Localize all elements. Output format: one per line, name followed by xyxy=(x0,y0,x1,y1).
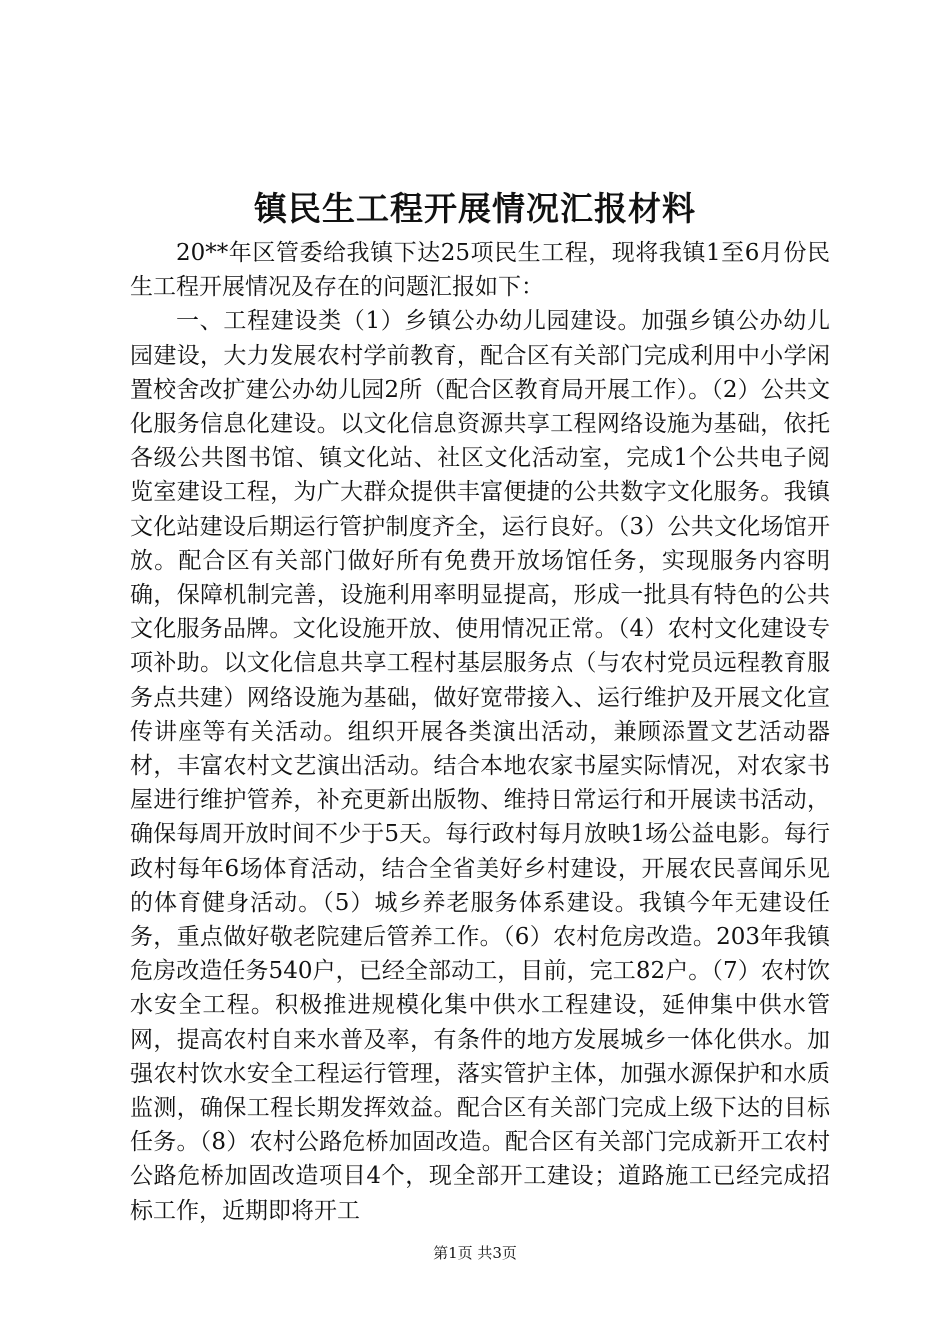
paragraph-intro: 20**年区管委给我镇下达25项民生工程，现将我镇1至6月份民生工程开展情况及存在的问题汇报如下： xyxy=(130,240,830,301)
paragraph-engineering: 一、工程建设类（1）乡镇公办幼儿园建设。加强乡镇公办幼儿园建设，大力发展农村学前教育，配合区有关部门完成利用中小学闲置校舍改扩建公办幼儿园2所（配合区教育局开展工作）。（2）公共文化服务信息化建设。以文化信息资源共享工程网络设施为基础，依托各级公共图书馆、镇文化站、社区文化活动室，完成1个公共电子阅览室建设工程，为广大群众提供丰富便捷的公共数字文化服务。我镇文化站建设后期运行管护制度齐全，运行良好。（3）公共文化场馆开放。配合区有关部门做好所有免费开放场馆任务，实现服务内容明确，保障机制完善，设施利用率明显提高，形成一批具有特色的公共文化服务品牌。文化设施开放、使用情况正常。（4）农村文化建设专项补助。以文化信息共享工程村基层服务点（与农村党员远程教育服务点共建）网络设施为基础，做好宽带接入、运行维护及开展文化宣传讲座等有关活动。组织开展各类演出活动，兼顾添置文艺活动器材，丰富农村文艺演出活动。结合本地农家书屋实际情况，对农家书屋进行维护管养，补充更新出版物、维持日常运行和开展读书活动，确保每周开放时间不少于5天。每行政村每月放映1场公益电影。每行政村每年6场体育活动，结合全省美好乡村建设，开展农民喜闻乐见的体育健身活动。（5）城乡养老服务体系建设。我镇今年无建设任务，重点做好敬老院建后管养工作。（6）农村危房改造。203年我镇危房改造任务540户，已经全部动工，目前，完工82户。（7）农村饮水安全工程。积极推进规模化集中供水工程建设，延伸集中供水管网，提高农村自来水普及率，有条件的地方发展城乡一体化供水。加强农村饮水安全工程运行管理，落实管护主体，加强水源保护和水质监测，确保工程长期发挥效益。配合区有关部门完成上级下达的目标任务。（8）农村公路危桥加固改造。配合区有关部门完成新开工农村公路危桥加固改造项目4个，现全部开工建设；道路施工已经完成招标工作，近期即将开工 xyxy=(130,308,830,1224)
document-body xyxy=(130,236,830,1228)
document-title: 镇民生工程开展情况汇报材料 xyxy=(254,189,696,228)
page-number-footer: 第1页 共3页 xyxy=(433,1244,517,1262)
